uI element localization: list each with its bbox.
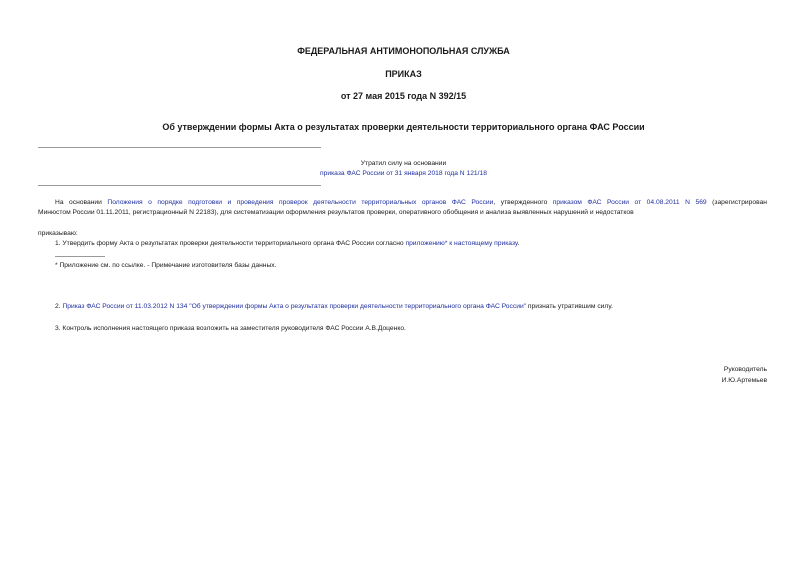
item-1-text: 1. Утвердить форму Акта о результатах проверки деятельности территориального органа ФАС России согласно bbox=[55, 240, 406, 247]
organization-heading: ФЕДЕРАЛЬНАЯ АНТИМОНОПОЛЬНАЯ СЛУЖБА bbox=[297, 46, 510, 56]
item-3: 3. Контроль исполнения настоящего приказа возложить на заместителя руководителя ФАС России А.В.Доценко. bbox=[55, 325, 406, 332]
divider-top bbox=[38, 147, 321, 148]
basis-suffix: (зарегистрирован bbox=[706, 199, 767, 206]
item-1 bbox=[55, 239, 519, 248]
item-1-end: . bbox=[517, 240, 520, 247]
item-2-prefix: 2. bbox=[55, 303, 63, 310]
annulment-link[interactable]: приказа ФАС России от 31 января 2018 года N 121/18 bbox=[320, 170, 487, 177]
basis-paragraph-line-2: Минюстом России 01.11.2011, регистрационный N 22183), для систематизации оформления результатов проверки, оперативного обобщения и анализа выявленных нарушений и недостатков bbox=[38, 209, 634, 216]
footnote-divider bbox=[55, 256, 105, 257]
item-2 bbox=[55, 302, 613, 311]
document-type-heading: ПРИКАЗ bbox=[385, 69, 422, 79]
basis-paragraph-line-1 bbox=[55, 198, 767, 207]
order-569-link[interactable]: приказом ФАС России от 04.08.2011 N 569 bbox=[552, 199, 707, 206]
order-word: приказываю: bbox=[38, 230, 78, 237]
document-title: Об утверждении формы Акта о результатах проверки деятельности территориального органа ФАС России bbox=[162, 122, 645, 132]
document-date-number: от 27 мая 2015 года N 392/15 bbox=[340, 91, 467, 101]
appendix-link[interactable]: приложению* к настоящему приказу bbox=[405, 240, 518, 247]
item-2-end: признать утратившим силу. bbox=[526, 303, 613, 310]
order-134-link[interactable]: Приказ ФАС России от 11.03.2012 N 134 "Об утверждении формы Акта о результатах проверки деятельности территориального органа ФАС России" bbox=[62, 303, 527, 310]
signature-position: Руководитель bbox=[723, 366, 767, 373]
footnote: * Приложение см. по ссылке. - Примечание изготовителя базы данных. bbox=[55, 262, 277, 269]
basis-prefix: На основании bbox=[55, 199, 108, 206]
signature-name: И.Ю.Артемьев bbox=[721, 377, 767, 384]
basis-mid: , утвержденного bbox=[493, 199, 553, 206]
divider-bottom bbox=[38, 185, 321, 186]
annulment-note: Утратил силу на основании bbox=[360, 160, 447, 167]
regulation-link[interactable]: Положения о порядке подготовки и проведения проверок деятельности территориальных органов ФАС России bbox=[107, 199, 494, 206]
annulment-line bbox=[0, 169, 807, 178]
